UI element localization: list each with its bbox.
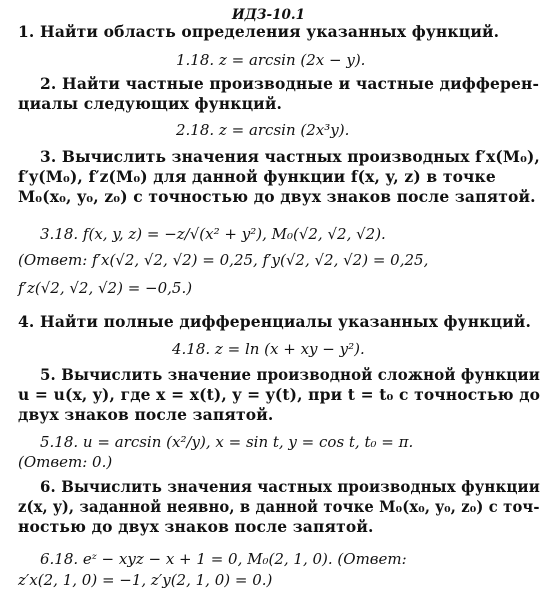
- task-5-formula-line-2: (Ответ: 0.): [18, 453, 113, 471]
- task-6-statement-line-3: ностью до двух знаков после запятой.: [18, 517, 374, 536]
- task-3-statement-line-1: 3. Вычислить значения частных производных f′x(M₀),: [40, 147, 540, 166]
- task-3-statement-line-3: M₀(x₀, y₀, z₀) с точностью до двух знаков после запятой.: [18, 187, 536, 206]
- task-1-formula-line-1: 1.18. z = arcsin (2x − y).: [176, 51, 366, 69]
- task-6-statement-line-2: z(x, y), заданной неявно, в данной точке M₀(x₀, y₀, z₀) с точ-: [18, 497, 540, 516]
- task-1-statement-line-1: 1. Найти область определения указанных функций.: [18, 22, 500, 41]
- task-6-formula-line-1: 6.18. eᶻ − xyz − x + 1 = 0, M₀(2, 1, 0). (Ответ:: [40, 550, 407, 568]
- task-3-formula-line-2: (Ответ: f′x(√2, √2, √2) = 0,25, f′y(√2, √2, √2) = 0,25,: [18, 251, 429, 269]
- task-2-formula-line-1: 2.18. z = arcsin (2x³y).: [176, 121, 350, 139]
- task-5-statement-line-1: 5. Вычислить значение производной сложной функции: [40, 365, 540, 384]
- page-title: ИДЗ-10.1: [232, 7, 305, 23]
- task-3-formula-line-3: f′z(√2, √2, √2) = −0,5.): [18, 279, 193, 297]
- task-4-formula-line-1: 4.18. z = ln (x + xy − y²).: [172, 340, 365, 358]
- task-5-statement-line-3: двух знаков после запятой.: [18, 405, 274, 424]
- task-2-statement-line-1: 2. Найти частные производные и частные дифферен-: [40, 74, 540, 93]
- task-5-formula-line-1: 5.18. u = arcsin (x²/y), x = sin t, y = cos t, t₀ = π.: [40, 433, 414, 451]
- task-4-statement-line-1: 4. Найти полные дифференциалы указанных функций.: [18, 312, 531, 331]
- task-6-formula-line-2: z′x(2, 1, 0) = −1, z′y(2, 1, 0) = 0.): [18, 571, 273, 589]
- task-2-statement-line-2: циалы следующих функций.: [18, 94, 283, 113]
- task-6-statement-line-1: 6. Вычислить значения частных производных функции: [40, 477, 540, 496]
- task-3-formula-line-1: 3.18. f(x, y, z) = −z/√(x² + y²), M₀(√2, √2, √2).: [40, 225, 386, 243]
- task-5-statement-line-2: u = u(x, y), где x = x(t), y = y(t), при t = t₀ с точностью до: [18, 385, 541, 404]
- task-3-statement-line-2: f′y(M₀), f′z(M₀) для данной функции f(x, y, z) в точке: [18, 167, 496, 186]
